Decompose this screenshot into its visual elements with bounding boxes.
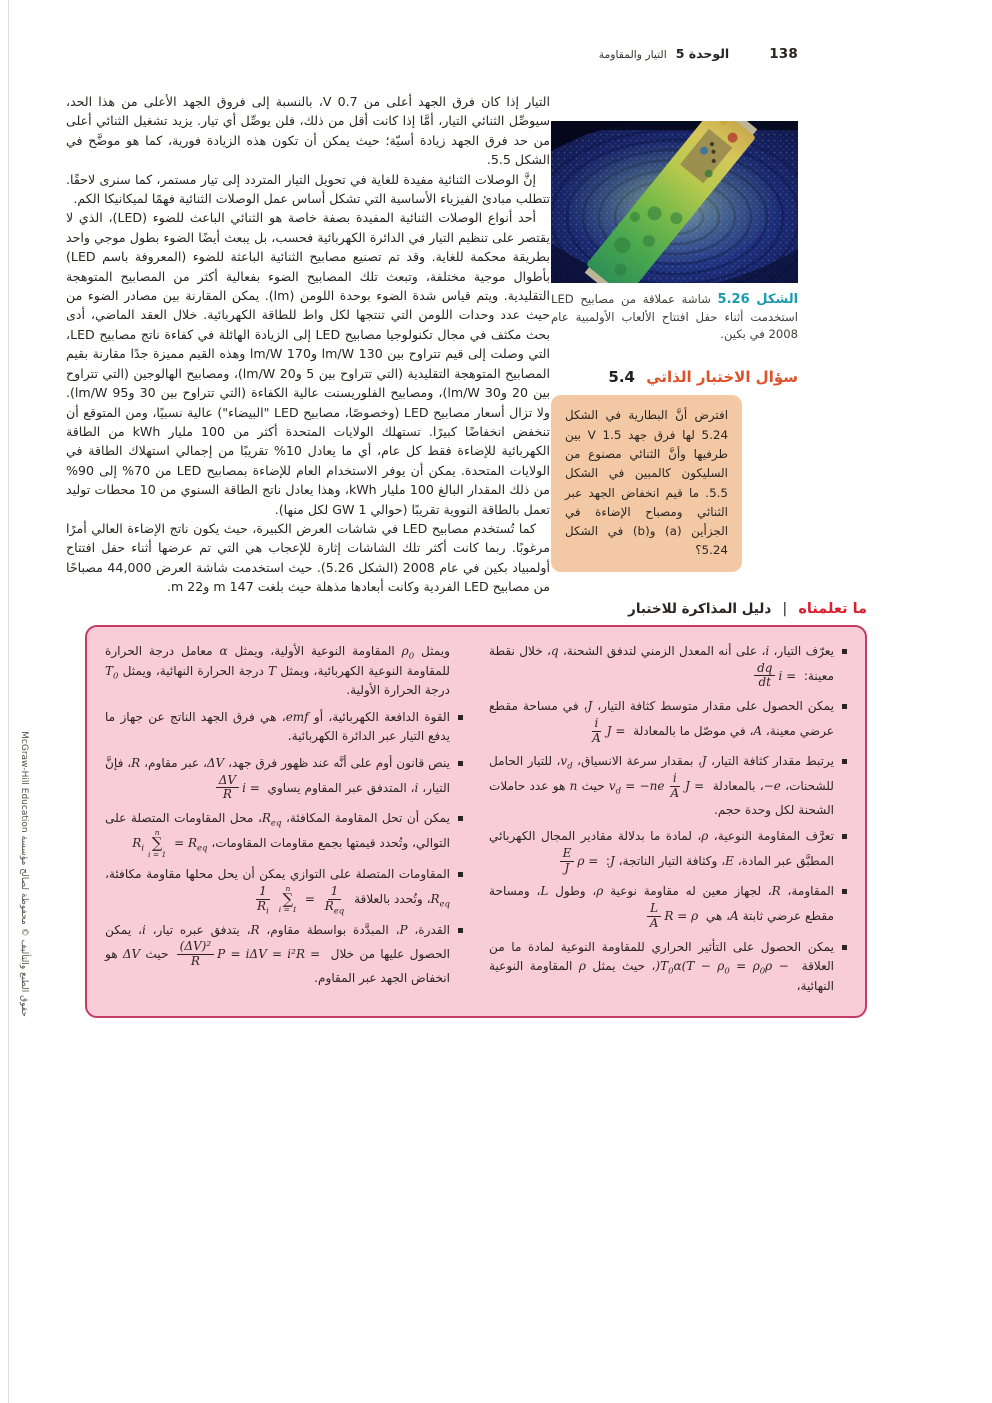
body-paragraphs xyxy=(66,92,550,597)
paragraph: التيار إذا كان فرق الجهد أعلى من 0.7 V، بالنسبة إلى فروق الجهد الأعلى من هذا الحد، سيوصِّل الثنائي التيار، أمَّا إذا كانت أقل من ذلك، فلن يوصِّل أي تيار. يزيد تشغيل الثنائي أعلى من حد فرق الجهد زيادة أسيّة؛ حيث يمكن أن تكون هذه الزيادة فورية، كما هو موضَّح في الشكل 5.5. xyxy=(66,94,550,168)
math-sub: $v_d$ xyxy=(608,778,622,797)
summary-text: ينص قانون أوم على أنَّه عند ظهور فرق جهد، xyxy=(224,755,450,770)
summary-text: يمكن الحصول على مقدار متوسط كثافة التيار، xyxy=(592,699,834,714)
selftest-heading xyxy=(551,368,798,386)
math-m: i = xyxy=(778,668,800,683)
bullet-square-icon xyxy=(458,928,463,933)
bullet-square-icon xyxy=(842,945,847,950)
page-number: 138 xyxy=(769,46,798,62)
summary-bullet xyxy=(489,827,847,875)
math-sub: $\rho_0$ xyxy=(401,644,415,662)
summary-text: المقاومة النوعية الأولية، ويمثل xyxy=(227,644,402,658)
math-m: A xyxy=(730,908,739,923)
summary-col-right xyxy=(489,642,847,1003)
math-frac xyxy=(647,902,662,931)
math-frac xyxy=(177,940,215,969)
summary-text: ، وكثافة التيار الناتجة، xyxy=(614,853,726,868)
summary-bullet xyxy=(489,938,847,997)
summary-bullet xyxy=(105,921,463,989)
summary-title-divider: | xyxy=(782,601,788,617)
summary-text: المقاومة النوعية النهائية، xyxy=(489,959,834,993)
math-m: A xyxy=(592,730,601,745)
math-sum: n ∑ i = 1 xyxy=(148,827,167,859)
math-m: L xyxy=(650,900,659,915)
figure-caption-label: الشكل xyxy=(756,292,799,307)
summary-text: معامل درجة الحرارة للمقاومة النوعية الكهربائية، ويمثل xyxy=(105,644,450,678)
summary-title: ما تعلمناه xyxy=(798,601,867,617)
summary-text: ، المبدَّدة بواسطة مقاوم، xyxy=(259,922,400,937)
copyright-strip xyxy=(15,728,29,1020)
page-scan-edge xyxy=(8,0,9,1403)
summary-text: القوة الدافعة الكهربائية، أو xyxy=(308,709,450,724)
summary-text: ، خلال نقطة معينة: xyxy=(489,644,834,683)
math-m: ρ = xyxy=(577,853,603,868)
math-sub: $R_{eq}$ xyxy=(261,811,282,829)
summary-text: المقاومات المتصلة على التوازي يمكن أن يحل محلها مقاومة مكافئة، xyxy=(105,867,450,881)
summary-bullet xyxy=(105,865,463,917)
math-m: ΔV xyxy=(206,755,225,770)
math-m: i xyxy=(765,644,770,658)
math-m: (ΔV)² xyxy=(179,939,212,954)
summary-text: ، محل المقاومات المتصلة على التوالي، وتُحدد قيمتها بجمع مقاومات المقاومات، xyxy=(105,811,450,850)
summary-col-left xyxy=(105,642,463,1003)
summary-bullet xyxy=(489,642,847,690)
summary-text: ويمثل xyxy=(414,644,450,658)
math-m: n xyxy=(569,778,578,793)
summary-text: تعرَّف المقاومة النوعية، xyxy=(708,829,834,844)
math-m: J = xyxy=(685,778,709,793)
summary-text: هو عدد حاملات الشحنة لكل وحدة حجم. xyxy=(489,778,834,817)
math-m: J = xyxy=(606,723,630,738)
math-m: = xyxy=(729,959,753,974)
math-m: 1 xyxy=(330,883,339,898)
selftest-title: سؤال الاختبار الذاتي xyxy=(646,368,798,387)
math-m: R xyxy=(771,884,781,899)
math-m: ρ xyxy=(578,959,586,974)
math-frac xyxy=(216,774,239,803)
summary-text: ، في مساحة مقطع عرضي معينة، xyxy=(489,699,834,738)
summary-text: ، هي فرق الجهد الناتج عن جهاز ما يدفع التيار عبر الدائرة الكهربائية. xyxy=(105,709,450,744)
summary-text: ، عبر مقاوم، xyxy=(140,755,207,770)
math-m: α xyxy=(219,644,228,658)
summary-text: ، بمقدار سرعة الانسياق، xyxy=(572,754,702,769)
summary-text: ، ومساحة مقطع عرضي ثابتة xyxy=(489,884,834,923)
math-m: α(T − xyxy=(673,959,718,974)
selftest-box xyxy=(551,395,742,571)
figure-caption-number: 5.26 xyxy=(717,292,750,307)
summary-bullet xyxy=(489,882,847,930)
math-m: P = iΔV = i²R = xyxy=(217,947,326,962)
paragraph: أحد أنواع الوصلات الثنائية المفيدة بصفة خاصة هو الثنائي الباعث للضوء (LED)، الذي لا يقتصر على تنظيم التيار في الدائرة الكهربائية فحسب، بل يبعث أيضًا الضوء بطول موجي واحد بطريقة محكمة للغاية. وقد تم تصنيع مصابيح الثنائية الباعثة للضوء (المعروفة باسم LED) بأطوال موجية مختلفة، وتبعث تلك المصابيح الضوء بفعالية أكثر من المصابيح المتوهجة التقليدية. ويتم قياس شدة الضوء بوحدة اللومن (lm). يمكن المقارنة بين مصادر الضوء من حيث عدد وحدات اللومن التي تنتجها لكل واط للطاقة الكهربائية. خلال العقد الماضي، أدى بحث مكثف في مجال تكنولوجيا مصابيح LED إلى الزيادة الهائلة في كفاءة ناتج مصابيح LED، التي وصلت إلى قيم تتراوح بين 130 lm/W و170 lm/W وهذه القيم مميزة جدًا مقارنة بقيم المصابيح المتوهجة التقليدية (التي تتراوح بين 5 و20 lm/W)، ومصابيح الهالوجين (التي تتراوح بين 20 و30 lm/W)، ومصابيح الفلوريسنت عالية الكفاءة (التي تتراوح بين 30 و95 lm/W). ولا تزال أسعار مصابيح LED (وخصوصًا، مصابيح LED "البيضاء") عالية نسبيًا، ومن المتوقع أن تنخفض انخفاضًا كبيرًا. تستهلك الولايات المتحدة أكثر من 100 مليار kWh من الطاقة الكهربائية للإضاءة فقط كل عام، أي ما يعادل 10% تقريبًا من إجمالي استهلاك الطاقة في الولايات المتحدة. يمكن أن يوفر الاستخدام العام للإضاءة بمصابيح LED من 70% إلى 90% من ذلك المقدار البالغ 100 مليار kWh، وهذا يعادل ناتج الطاقة السنوي من 10 محطات توليد تعمل بالطاقة النووية تقريبًا (حوالي 1 GW لكل منها). xyxy=(66,210,551,517)
bullet-square-icon xyxy=(842,759,847,764)
math-sub: $\rho_0$ xyxy=(717,959,730,977)
math-m: −e xyxy=(763,778,781,793)
figure-caption-text: شاشة عملاقة من مصابيح LED استخدمت أثناء حفل افتتاح الألعاب الأولمبية عام 2008 في بكين. xyxy=(551,292,798,341)
math-m: ρ xyxy=(596,884,604,899)
summary-text: يعرّف التيار، xyxy=(769,644,835,658)
math-sub: $R_{eq}$ xyxy=(187,835,208,854)
summary-text: ، وتُحدد بالعلاقة xyxy=(350,891,431,906)
math-m: dt xyxy=(758,675,772,690)
bullet-square-icon xyxy=(458,816,463,821)
math-m: E xyxy=(725,853,734,868)
summary-bullet xyxy=(105,809,463,858)
summary-bullet xyxy=(489,697,847,745)
math-sub: $T_0$ xyxy=(105,663,119,681)
math-m: ρ − xyxy=(765,959,796,974)
math-sub: $R_i$ xyxy=(257,898,269,917)
math-m: = −ne xyxy=(621,778,665,793)
math-sub: $T_0$ xyxy=(660,959,674,977)
summary-text: ، المتدفق عبر المقاوم يساوي xyxy=(263,780,415,795)
summary-header xyxy=(85,601,867,617)
math-m: L xyxy=(540,884,549,899)
summary-text: القدرة، xyxy=(407,922,450,937)
summary-bullet xyxy=(105,708,463,747)
summary-text: ، للتيار الحامل للشحنات، xyxy=(489,754,834,793)
math-m: A xyxy=(649,915,659,930)
bullet-square-icon xyxy=(842,834,847,839)
summary-continuation xyxy=(105,642,463,701)
summary-text: ، في موصّل ما بالمعادلة xyxy=(629,723,754,738)
math-m: dq xyxy=(757,660,773,675)
math-m: J xyxy=(610,853,615,868)
math-m: R xyxy=(190,954,200,969)
summary-text: ، لمادة ما بدلالة مقادير المجال الكهربائي المطبَّق عبر المادة، xyxy=(489,829,834,868)
unit-label: الوحدة 5 xyxy=(675,46,730,61)
bullet-square-icon xyxy=(842,649,847,654)
math-m: ) xyxy=(655,959,661,974)
copyright-text: حقوق الطبع والتأليف © محفوظة لصالح مؤسسة McGraw-Hill Education xyxy=(19,731,29,1017)
math-m: R = ρ xyxy=(664,908,702,923)
math-m: ρ xyxy=(701,829,709,844)
bullet-square-icon xyxy=(458,872,463,877)
math-m: emf xyxy=(285,709,309,724)
math-m: R xyxy=(222,787,232,802)
math-frac xyxy=(589,717,604,746)
summary-section xyxy=(85,601,867,1018)
summary-text: ، على أنه المعدل الزمني لتدفق الشحنة، xyxy=(558,644,766,658)
math-m: ΔV xyxy=(122,947,141,962)
bullet-square-icon xyxy=(458,761,463,766)
summary-bullet xyxy=(105,754,463,802)
math-sub: $v_d$ xyxy=(560,754,573,772)
paragraph: كما تُستخدم مصابيح LED في شاشات العرض الكبيرة، حيث يكون ناتج الإضاءة العالي أمرًا مرغوبًا. ربما كانت أكثر تلك الشاشات إثارة للإعجاب هي التي تم عرضها أثناء حفل افتتاح أولمبياد بكين في عام 2008 (الشكل 5.26). حيث استخدمت شاشة العرض 44,000 مصباحًا من مصابيح LED الفردية وكانت أبعادها مذهلة حيث بلغت 147 m و22 m. xyxy=(66,520,551,595)
unit-topic: التيار والمقاومة xyxy=(598,48,667,61)
math-m: = xyxy=(170,835,188,850)
math-m: i xyxy=(594,715,599,730)
math-m: T xyxy=(268,663,277,678)
summary-text: : xyxy=(602,853,610,868)
math-m: E xyxy=(562,845,572,860)
summary-text: ، فإنَّ التيار، xyxy=(105,755,450,795)
math-sub: $R_{eq}$ xyxy=(324,898,345,917)
summary-text: هو انخفاض الجهد عبر المقاوم. xyxy=(105,947,450,986)
math-m: A xyxy=(753,723,763,738)
math-sum: n ∑ i = 1 xyxy=(278,883,298,915)
math-m: 1 xyxy=(259,883,267,898)
summary-text: حيث xyxy=(577,778,609,793)
summary-text: درجة الحرارة النهائية، ويمثل xyxy=(118,663,269,678)
math-frac xyxy=(560,847,575,876)
figure-column xyxy=(551,121,798,572)
selftest-body: افترض أنَّ البطارية في الشكل 5.24 لها فرق جهد 1.5 V بين طرفيها وأنَّ الثنائي مصنوع من السليكون كالمبين في الشكل 5.5. ما قيم انخفاض الجهد عبر الثنائي ومصباح الإضاءة في الجزأين (a) و(b) في الشكل 5.24؟ xyxy=(565,408,729,558)
bullet-square-icon xyxy=(842,889,847,894)
bullet-square-icon xyxy=(458,715,463,720)
summary-text: ، يتدفق عبره تيار، xyxy=(145,922,251,937)
math-m: i xyxy=(414,780,419,795)
math-m: i xyxy=(141,922,146,937)
summary-text: درجة الحرارة الأولية. xyxy=(346,683,450,698)
summary-text: ، حيث يمثل xyxy=(585,959,656,974)
math-m: i xyxy=(672,770,677,785)
figure-photo xyxy=(551,121,798,283)
summary-box xyxy=(85,625,867,1018)
paragraph: إنَّ الوصلات الثنائية مفيدة للغاية في تحويل التيار المتردد إلى تيار مستمر، كما سنرى لاحقًا. تتطلب مبادئ الفيزياء الأساسية التي تشكل أساس عمل الوصلات الثنائية فهمًا لميكانيكا الكم. xyxy=(66,171,550,207)
math-m: i = xyxy=(242,780,264,795)
selftest-number: 5.4 xyxy=(608,368,635,387)
summary-text: يمكن أن تحل المقاومة المكافئة، xyxy=(281,811,450,826)
summary-text: يمكن الحصول على التأثير الحراري للمقاومة النوعية لمادة ما من العلاقة xyxy=(489,939,834,974)
summary-text: المقاومة، xyxy=(780,884,835,899)
summary-subtitle: دليل المذاكرة للاختبار xyxy=(628,601,772,617)
summary-text: ، وطول xyxy=(548,884,597,899)
math-m: P xyxy=(399,922,408,937)
math-m: q xyxy=(550,644,559,658)
math-sub: $R_i$ xyxy=(132,835,145,854)
bullet-square-icon xyxy=(842,704,847,709)
math-sub: $R_{eq}$ xyxy=(430,891,450,910)
math-frac xyxy=(667,772,682,801)
math-m: A xyxy=(670,785,680,800)
summary-bullet xyxy=(489,752,847,820)
summary-text: ، هي xyxy=(701,908,731,923)
math-m: ΔV xyxy=(218,772,237,787)
summary-text: يرتبط مقدار كثافة التيار، xyxy=(706,754,835,769)
math-m: J xyxy=(701,754,707,769)
math-m: R xyxy=(131,755,141,770)
page-header xyxy=(66,46,798,62)
summary-text: ، لجهاز معين له مقاومة نوعية xyxy=(603,884,772,899)
summary-text: ، يمكن الحصول عليها من خلال xyxy=(105,922,450,962)
math-frac xyxy=(754,662,775,691)
summary-text: حيث xyxy=(140,947,174,962)
math-m: J xyxy=(564,860,570,875)
math-m: J xyxy=(587,699,593,714)
math-m: = xyxy=(301,891,319,906)
summary-text: ، بالمعادلة xyxy=(708,778,764,793)
figure-caption xyxy=(551,291,798,342)
math-frac xyxy=(254,883,272,917)
math-m: R xyxy=(250,922,260,937)
math-sub: $\rho_0$ xyxy=(752,959,766,977)
math-frac xyxy=(322,883,348,917)
